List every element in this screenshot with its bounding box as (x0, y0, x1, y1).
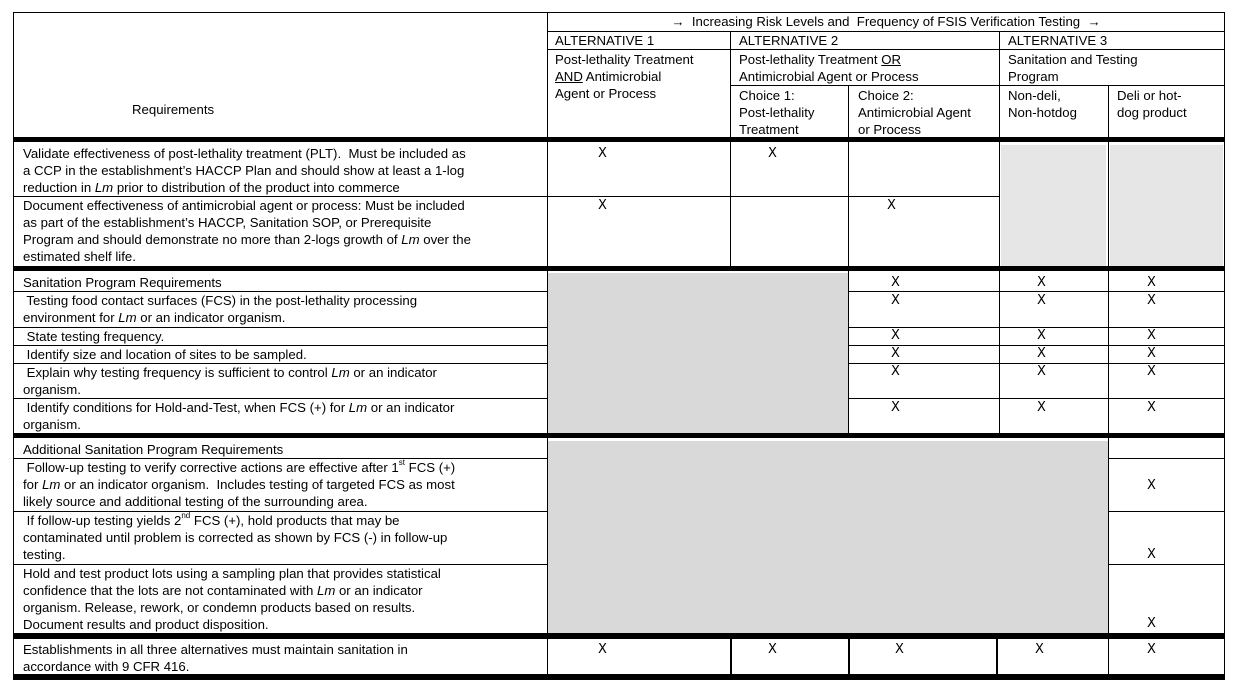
requirement-text-line: organism. Release, rework, or condemn products based on results. (23, 600, 416, 615)
requirement-text-line: State testing frequency. (23, 329, 165, 344)
requirement-text-line: as part of the establishment’s HACCP, Sanitation SOP, or Prerequisite (23, 215, 432, 230)
mark-holdtest-alt2c2: X (891, 400, 900, 415)
requirement-text-line: testing. (23, 547, 66, 562)
organism-italic: Lm (331, 365, 350, 380)
requirement-text-line: environment for Lm or an indicator organism. (23, 310, 286, 325)
mark-fcs-alt2c2: X (891, 293, 900, 308)
mark-sites-nondeli: X (1037, 346, 1046, 361)
requirements-header: Requirements (132, 102, 215, 117)
choice-line: Post-lethality (739, 105, 815, 120)
alt2-label: ALTERNATIVE 2 (739, 33, 839, 48)
requirement-text-line: Testing food contact surfaces (FCS) in the post-lethality processing (23, 293, 418, 308)
mark-all-alt2-choice1: X (768, 642, 777, 657)
choice-line: Non-deli, (1008, 88, 1061, 103)
alt2-desc-line: Antimicrobial Agent or Process (739, 69, 919, 84)
mark-fcs-deli: X (1147, 293, 1156, 308)
requirement-text-line: accordance with 9 CFR 416. (23, 659, 190, 674)
choice-line: Choice 1: (739, 88, 795, 103)
organism-italic: Lm (42, 477, 61, 492)
mark-san-title-nondeli: X (1037, 275, 1046, 290)
alt1-desc-line (555, 68, 661, 85)
requirement-text-line: reduction in Lm prior to distribution of the product into commerce (23, 180, 400, 195)
organism-italic: Lm (401, 232, 420, 247)
requirement-text-line: Validate effectiveness of post-lethality treatment (PLT). Must be included as (23, 146, 466, 161)
mark-all-deli: X (1147, 642, 1156, 657)
choice-line: Non-hotdog (1008, 105, 1077, 120)
mark-sites-alt2c2: X (891, 346, 900, 361)
mark-explain-nondeli: X (1037, 364, 1046, 379)
shaded-na-alt3-deli (1110, 145, 1223, 266)
mark-all-alt2-choice2: X (895, 642, 904, 657)
choice-line: Antimicrobial Agent (858, 105, 971, 120)
ordinal-superscript: nd (181, 511, 191, 520)
and-emphasis: AND (555, 69, 583, 84)
organism-italic: Lm (118, 310, 137, 325)
requirement-text-line: Identify conditions for Hold-and-Test, when FCS (+) for Lm or an indicator (23, 400, 455, 415)
mark-second-fcs-deli: X (1147, 547, 1156, 562)
sanitation-section-title: Sanitation Program Requirements (23, 275, 222, 290)
alt1-label: ALTERNATIVE 1 (555, 33, 655, 48)
organism-italic: Lm (316, 583, 336, 598)
mark-holdtest-nondeli: X (1037, 400, 1046, 415)
mark-document-alt1: X (598, 198, 607, 213)
alt2-desc-pre: Post-lethality Treatment (739, 52, 882, 67)
mark-followup-deli: X (1147, 478, 1156, 493)
requirement-text-line: Explain why testing frequency is sufficient to control Lm or an indicator (23, 365, 437, 380)
requirement-text-line: confidence that the lots are not contaminated with Lm or an indicator (23, 583, 423, 598)
requirement-text-line: Document results and product disposition. (23, 617, 269, 632)
mark-validate-alt2-choice1: X (768, 146, 777, 161)
mark-frequency-alt2c2: X (891, 328, 900, 343)
requirement-text-line: contaminated until problem is corrected as shown by FCS (-) in follow-up (23, 530, 448, 545)
choice-line: Deli or hot- (1117, 88, 1182, 103)
alt3-desc-line: Sanitation and Testing (1008, 52, 1138, 67)
alt2-desc-line (739, 51, 901, 68)
alt1-desc-line: Post-lethality Treatment (555, 52, 694, 67)
requirement-text-line: for Lm or an indicator organism. Includes testing of targeted FCS as most (23, 477, 455, 492)
choice-line: or Process (858, 122, 922, 137)
mark-fcs-nondeli: X (1037, 293, 1046, 308)
requirement-text-line: Document effectiveness of antimicrobial agent or process: Must be included (23, 198, 465, 213)
mark-holdtest-deli: X (1147, 400, 1156, 415)
requirement-text-line: likely source and additional testing of the surrounding area. (23, 494, 368, 509)
additional-section-title: Additional Sanitation Program Requirements (23, 442, 284, 457)
requirement-text-line: Establishments in all three alternatives must maintain sanitation in (23, 642, 408, 657)
requirement-text-line: organism. (23, 382, 81, 397)
alt3-desc-line: Program (1008, 69, 1059, 84)
requirement-text-line: Follow-up testing to verify corrective actions are effective after 1st FCS (+) (23, 458, 456, 475)
risk-banner: → Increasing Risk Levels and Frequency of FSIS Verification Testing → (671, 14, 1101, 29)
requirement-text-line: a CCP in the establishment’s HACCP Plan and should show at least a 1-log (23, 163, 465, 178)
mark-san-title-deli: X (1147, 275, 1156, 290)
mark-all-alt1: X (598, 642, 607, 657)
organism-italic: Lm (94, 180, 114, 195)
mark-all-nondeli: X (1035, 642, 1044, 657)
or-emphasis: OR (881, 52, 901, 67)
choice-line: Choice 2: (858, 88, 914, 103)
requirement-text-line: Program and should demonstrate no more than 2-logs growth of Lm over the (23, 232, 471, 247)
organism-italic: Lm (348, 400, 368, 415)
mark-san-title-alt2c2: X (891, 275, 900, 290)
shaded-na-sanitation-alt1-alt2c1 (548, 273, 848, 433)
alt1-desc-line: Agent or Process (555, 86, 657, 101)
alt1-desc-rest: Antimicrobial (582, 69, 662, 84)
mark-validate-alt1: X (598, 146, 607, 161)
mark-frequency-nondeli: X (1037, 328, 1046, 343)
requirement-text-line: estimated shelf life. (23, 249, 136, 264)
mark-explain-deli: X (1147, 364, 1156, 379)
mark-document-alt2-choice2: X (887, 198, 896, 213)
mark-frequency-deli: X (1147, 328, 1156, 343)
mark-explain-alt2c2: X (891, 364, 900, 379)
requirement-text-line: Identify size and location of sites to be sampled. (23, 347, 307, 362)
choice-line: dog product (1117, 105, 1187, 120)
mark-lots-deli: X (1147, 616, 1156, 631)
requirement-text-line: If follow-up testing yields 2nd FCS (+), hold products that may be (23, 511, 400, 528)
shaded-na-alt3-nondeli (1001, 145, 1106, 266)
mark-sites-deli: X (1147, 346, 1156, 361)
alt3-label: ALTERNATIVE 3 (1008, 33, 1108, 48)
requirement-text-line: organism. (23, 417, 81, 432)
ordinal-superscript: st (398, 458, 406, 467)
requirement-text-line: Hold and test product lots using a sampling plan that provides statistical (23, 566, 441, 581)
shaded-na-additional (548, 441, 1108, 633)
choice-line: Treatment (739, 122, 799, 137)
